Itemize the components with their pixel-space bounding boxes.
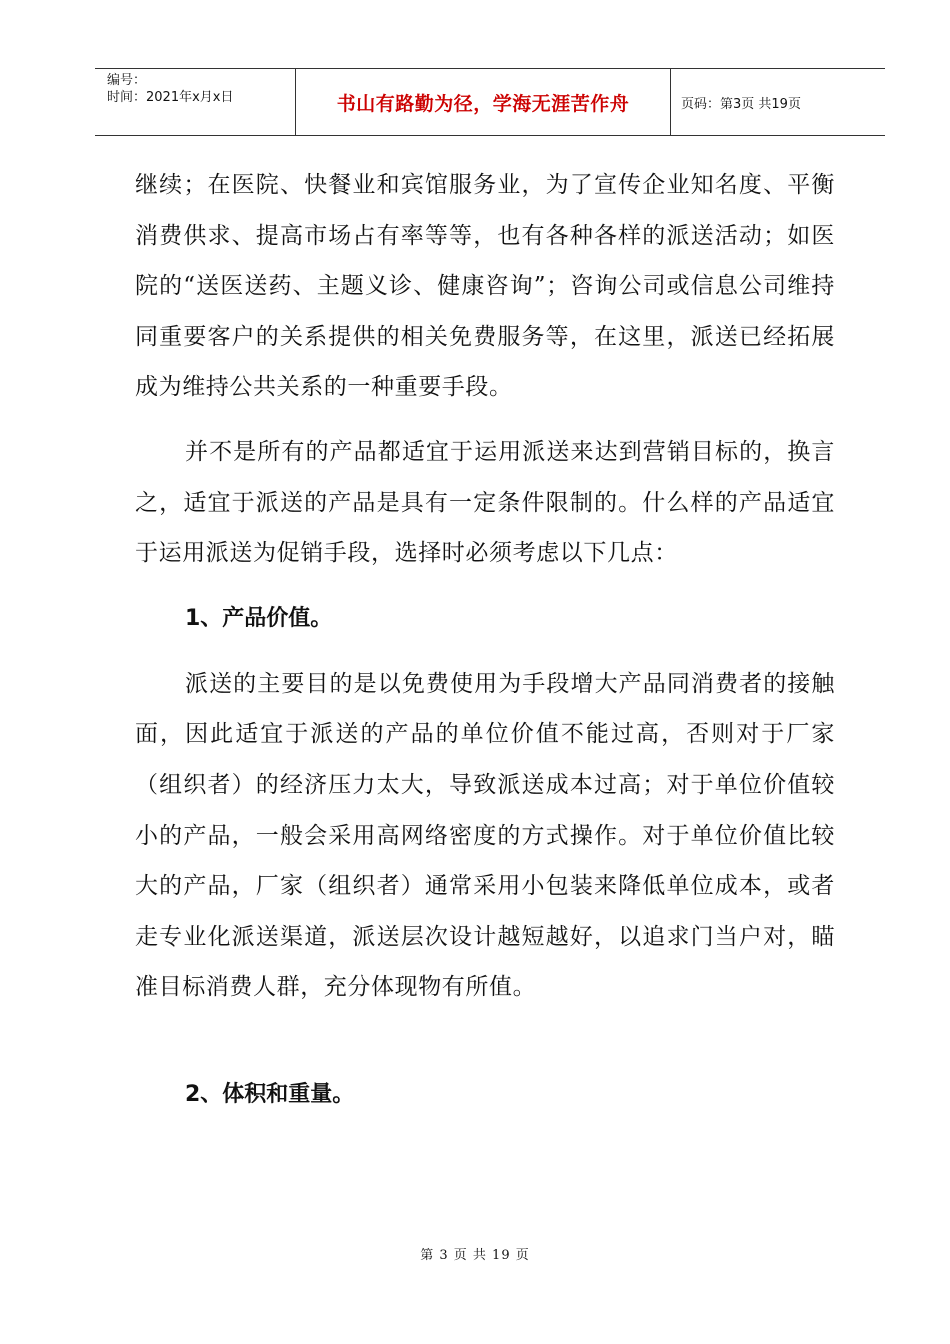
body-paragraph-2: 并不是所有的产品都适宜于运用派送来达到营销目标的，换言之，适宜于派送的产品是具有一定条件限制的。什么样的产品适宜于运用派送为促销手段，选择时必须考虑以下几点： — [135, 438, 835, 567]
body-paragraph-1: 继续；在医院、快餐业和宾馆服务业，为了宣传企业知名度、平衡消费供求、提高市场占有率等等，也有各种各样的派送活动；如医院的“送医送药、主题义诊、健康咨询”；咨询公司或信息公司维持同重要客户的关系提供的相关免费服务等，在这里，派送已经拓展成为维持公共关系的一种重要手段。 — [135, 172, 835, 401]
page-footer: 第 3 页 共 19 页 — [420, 1248, 530, 1263]
document-body — [135, 160, 835, 1115]
time-label: 时间：2021年x月x日 — [107, 90, 234, 105]
header-meta — [95, 69, 296, 135]
header-motto: 书山有路勤为径，学海无涯苦作舟 — [296, 69, 671, 135]
section-heading-2: 2、体积和重量。 — [185, 1081, 355, 1107]
serial-label: 编号： — [107, 73, 147, 88]
header-page-info: 页码：第3页 共19页 — [681, 96, 801, 112]
section-heading-1: 1、产品价值。 — [185, 605, 333, 631]
body-paragraph-3: 派送的主要目的是以免费使用为手段增大产品同消费者的接触面，因此适宜于派送的产品的单位价值不能过高，否则对于厂家（组织者）的经济压力太大，导致派送成本过高；对于单位价值较小的产品，一般会采用高网络密度的方式操作。对于单位价值比较大的产品，厂家（组织者）通常采用小包装来降低单位成本，或者走专业化派送渠道，派送层次设计越短越好，以追求门当户对，瞄准目标消费人群，充分体现物有所值。 — [135, 670, 835, 1001]
page-header — [95, 68, 885, 136]
